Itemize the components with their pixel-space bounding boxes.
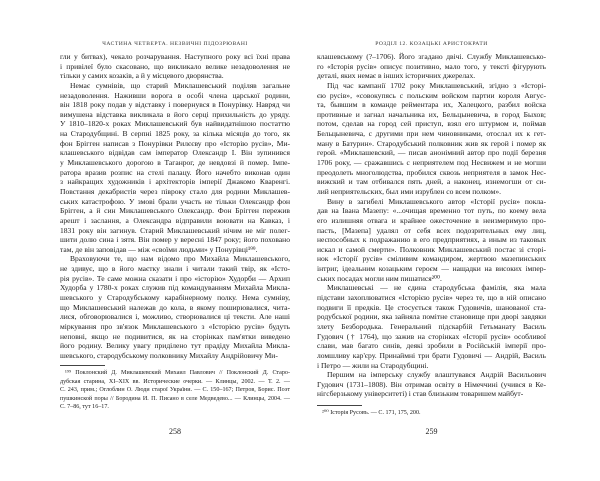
text-line: шевського, стародубському полковнику Михайлу Андрійовичу Ми- [60,350,278,360]
text-line: на Стародубщині. В серпні 1825 року, за кілька місяців до того, як [60,129,290,139]
footnote-divider [60,365,105,366]
running-header: ЧАСТИНА ЧЕТВЕРТА. НЕЗВИЧНІ ПІДОЗРЮВАНІ [102,41,248,47]
footnote-line: С. 7–86, тут 16–17. [60,404,109,411]
footnote-line: дубская старина, XI–XIX вв. Исторические очерки. — Клинцы, 2002. — Т. 2. — [60,378,290,385]
text-line: Повстання декабристів через півроку стало для родини Миклашев- [60,186,290,196]
text-line: рія русів». Те саме можна сказати і про «історію» Худорби — Архип [60,273,290,283]
text-line: деталі, яких немає в інших історичних джерелах. [317,71,476,81]
text-line: противные и загнал начальника их, Бельцыневича, в город Быхов; [317,109,546,119]
text-line: Під час кампанії 1702 року Миклашевський, згідно з «Історі- [327,80,546,90]
text-line: підстави захоплюватися «Історією русів» через те, що в ній описано [317,293,546,303]
text-line: фон Брігген написав з Понурівки Рилєєву про «Історію русів», Ми- [60,138,290,148]
text-line: его излишняя отвага и крайнее ожесточение в неизмеримую про- [317,215,546,225]
text-line: не здивує, що в його маєтку знали і читали такий твір, як «Істо- [60,264,290,274]
text-line: Враховуючи те, що нам відомо про Михайла Миклашевського, [70,254,290,264]
footnotes [317,409,546,418]
text-line: преодолеть многолюдства, пробился сквозь неприятеля в замок Нес- [317,167,546,177]
text-line: Гудович († 1764), що зажив на сторінках «Історії русів» особливої [317,331,546,341]
text-line: у Миклашевського дорогою в Таганрог, де невдовзі й помер. Імпе- [60,158,290,168]
footnote-line: ¹⁹⁹ Поклонский Д. Миклашевский Михаил Павлович // Поклонский Д. Старо- [65,370,290,376]
text-line: Брігген, а й син Миклашевського Олександр. Фон Брігген пережив [60,206,290,216]
text-line: Гудович (1731–1808). Він отримав освіту в Німеччині (учився в Ке- [317,379,546,389]
text-line: 1706 року, — сражавшись с неприятелем под Несвижем и не могши [317,158,546,168]
body-text [60,52,290,361]
text-line: лися, обговорювалися і, можливо, створювалися ці тексти. Але наші [60,312,290,322]
text-line: ратора вразив розпис на стелі палацу. Його начебто виконав один [60,167,290,177]
text-line: У 1810–1820-х роках Миклашевський був найвидатнішою постаттю [60,119,290,129]
text-line: вижский и там отбивался пять дней, а наконец, изнемогши от си- [317,177,546,187]
text-line: ломшливу кар'єру. Принаймні три брати Гудовичі — Андрій, Василь [317,350,546,360]
text-line: нок «Історії русів» сміливим командиром, жертвою мазепинських [317,254,546,264]
text-line: і привілеї було скасовано, що викликало велике незадоволення не [60,61,290,71]
running-header: РОЗДІЛ 12. КОЗАЦЬКІ АРИСТОКРАТИ [375,41,488,47]
text-line: лий неприятельских, был ими изрублен со всем полком». [317,186,502,196]
text-line: тільки у самих козаків, а й у місцевого дворянства. [60,71,224,81]
page-number: 258 [169,427,181,436]
right-page [317,0,546,481]
left-page [60,0,290,481]
text-line: єю русів», «совокупясь с польским войском партии короля Авгус- [317,90,546,100]
body-text [317,52,546,399]
text-line: та, бывшим в команде рейментара их, Халецкого, разбил войска [317,100,546,110]
text-line: Миклашевські — не єдина стародубська фамілія, яка мала [327,283,546,293]
text-line: неповні, якщо не подивитися, як на сторінках пам'ятки виведено [60,331,290,341]
text-line: шевського у Стародубському карабінерному полку. Нема сумніву, [60,293,290,303]
text-line: міркування про зв'язок Миклашевського з «Історією русів» будуть [60,321,290,331]
text-line: Немає сумнівів, що старий Миклашевський поділяв загальне [70,80,290,90]
text-line: його родину. Велику увагу приділено тут прадіду Михайла Микла- [60,341,290,351]
text-line: клашевському (?–1706). Його згадано двічі. Службу Миклашевсько- [317,52,546,61]
text-line: подвиги її предків. Це стосується також Гудовичів, шанованої ста- [317,302,546,312]
text-line: гли у битвах), чекало розчарування. Наступного року всі їхні права [60,52,290,61]
text-line: він 1818 року подав у відставку і повернувся в Понурівку. Навряд чи [60,100,290,110]
text-line: що Миклашевський належав до кола, в якому поширювалися, чита- [60,302,290,312]
page-number: 259 [425,427,438,436]
footnote-line: пушкинской поры // Бородина И. П. Писано в селе Медведево... — Клинцы, 2004. — [60,395,290,402]
text-line: родубської родини, яка зайняла помітне становище при дворі завдяки [317,312,546,322]
text-line: искал и самой смерти». Полковник Миклашевський постає зі сторі- [317,244,546,254]
text-line: Вину в загибелі Миклашевського автор «Історії русів» покла- [327,196,546,206]
text-line: герой. «Миклашевский, — писав анонімний автор про події березня [317,148,546,158]
text-line: злету Безбородька. Генеральний підскарбій Гетьманату Василь [317,321,546,331]
footnotes [60,369,290,412]
footnote-line: ²⁰⁰ Історія Русовъ. — С. 171, 175, 200. [322,410,421,416]
text-line: дав на Івана Мазепу: «...очищая временно тот путь, по коему вела [317,206,546,216]
text-line: Худорба у 1780-х роках служив під командуванням Михайла Микла- [60,283,290,293]
footnote-divider [317,405,362,406]
text-line: клашевського відвідав сам імператор Олександр I. Він зупинився [60,148,290,158]
text-line: незадоволення. Наживши ворога в особі члена царської родини, [60,90,290,100]
text-line: слави, мав багато синів, деякі зробили в Російській імперії про- [317,341,546,351]
text-line: інтриг, ідеальним козацьким героєм — нащадки на високих імпер- [317,264,546,274]
text-line: го «Історія русів» описує позитивно, мало того, у тексті фігурують [317,61,546,71]
text-line: арешт і заслання, а Олександра відправили воювати на Кавказ, і [60,215,290,225]
footnote-line: С. 243, прим.; Оглоблин О. Люди старої України. — С. 150–167; Петров, Борис. Поэт [60,387,290,394]
text-line: шити долю сина і зятя. Він помер у вересні 1847 року; його поховано [60,235,290,245]
text-line: пасть, [Мазепа] удалял от себя всех подозрительных ему лиц, [317,225,546,235]
text-line: 1831 року він загинув. Старий Миклашевський нічим не міг полег- [60,225,290,235]
text-line: вимушена відставка викликала в його серці прихильність до уряду. [60,109,290,119]
text-line: нігсберзькому університеті) і став близьким товаришем майбут- [317,389,524,399]
text-line: Бельцыневича, с другими при нем чиновниками, отослал их к гет- [317,129,546,139]
text-line: Першим на імперську службу влаштувався Андрій Васильович [327,370,546,380]
text-line: і Петро — жили на Стародубщині. [317,360,429,370]
text-line: там, де він заповідав — між «своїми людьми» у Понурівці¹⁹⁹. [60,244,258,254]
text-line: з найкращих художників і архітекторів імперії Джакомо Кваренгі. [60,177,290,187]
text-line: потом, сделав на город сей приступ, взял его штурмом и, поймав [317,119,546,129]
text-line: ських посадах могли ним пишатися²⁰⁰. [317,273,442,283]
text-line: неспособных к подражанию в его предприятиях, а иным из таковых [317,235,546,245]
text-line: ських катастрофою. У змові брали участь не тільки Олександр фон [60,196,290,206]
text-line: ману в Батурин». Стародубський полковник жив як герой і помер як [317,138,546,148]
